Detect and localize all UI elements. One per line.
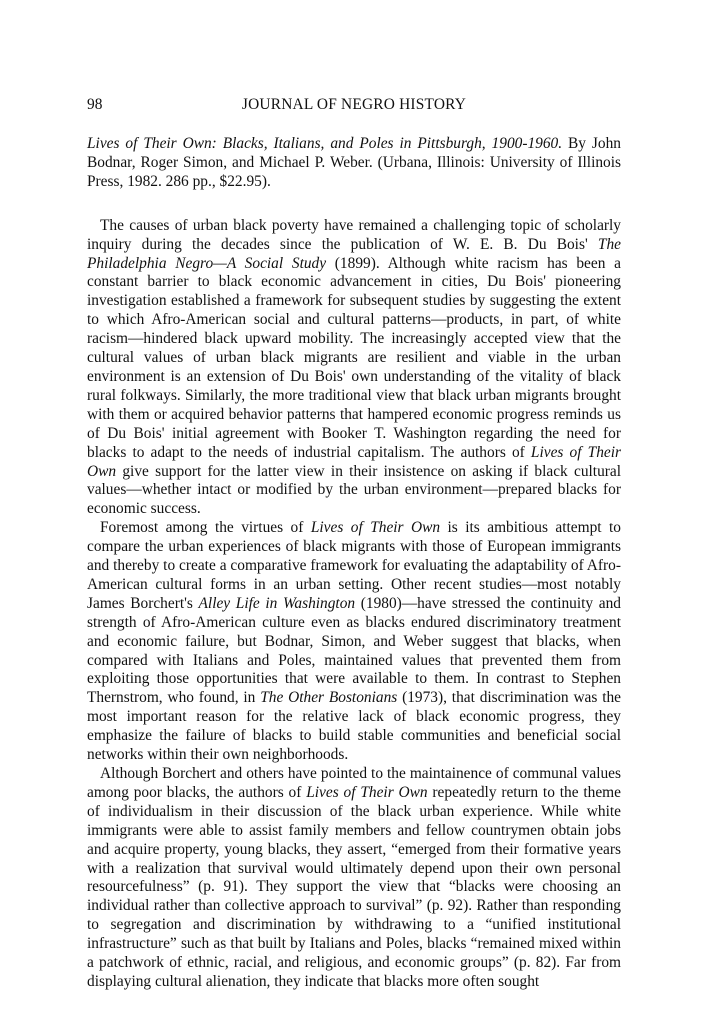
- text-run: Although Borchert and others have pointed to the maintainence of communal values among poor blacks, the authors of: [87, 765, 621, 801]
- book-details: By John Bodnar, Roger Simon, and Michael P. Weber. (Urbana, Illinois: University of Illinois Press, 1982. 286 pp., $22.95).: [87, 135, 621, 190]
- paragraph: [87, 217, 621, 520]
- running-head: [87, 96, 621, 116]
- text-run: (1973), that discrimination was the most important reason for the relative lack of black economic progress, they emphasize the failure of blacks to build stable communities and beneficial social networks within their own neighborhoods.: [87, 689, 622, 764]
- paragraph: [87, 765, 621, 992]
- italic-title: Alley Life in Washington: [198, 594, 356, 612]
- review-body: [87, 217, 621, 992]
- text-run: repeatedly return to the theme of individualism in their discussion of the black urban experience. While white immigrants were able to assist family members and fellow countrymen obtain jobs and acquire property, young blacks, they assert, “emerged from their formative years with a realization that survival would ultimately depend upon their own personal resourcefulness” (p. 91). They support the view that “blacks were choosing an individual rather than collective approach to survival” (p. 92). Rather than responding to segregation and discrimination by withdrawing to a “unified institutional infrastructure” such as that built by Italians and Poles, blacks “remained mixed within a patchwork of ethnic, racial, and religious, and economic groups” (p. 82). Far from displaying cultural alienation, they indicate that blacks more often sought: [87, 783, 621, 990]
- journal-title: JOURNAL OF NEGRO HISTORY: [241, 96, 467, 113]
- italic-title: Lives of Their Own: [306, 783, 428, 801]
- text-run: Foremost among the virtues of: [100, 519, 311, 537]
- paragraph: [87, 519, 621, 765]
- text-run: give support for the latter view in their insistence on asking if black cultural values—whether intact or modified by the urban environment—prepared blacks for economic success.: [87, 462, 621, 518]
- page-number: 98: [87, 96, 103, 113]
- book-citation: [87, 135, 621, 192]
- italic-title: The Other Bostonians: [260, 689, 398, 707]
- italic-title: Lives of Their Own: [87, 443, 621, 480]
- journal-page: [87, 96, 621, 992]
- text-run: (1899). Although white racism has been a constant barrier to black economic advancement in cities, Du Bois' pioneering investigation established a framework for subsequent studies by suggesting the extent to which Afro-American social and cultural patterns—products, in part, of white racism—hindered black upward mobility. The increasingly accepted view that the cultural values of urban black migrants are resilient and viable in the urban environment is an extension of Du Bois' own understanding of the vitality of black rural folkways. Similarly, the more traditional view that black urban migrants brought with them or acquired behavior patterns that hampered economic progress reminds us of Du Bois' initial agreement with Booker T. Washington regarding the need for blacks to adapt to the needs of industrial capitalism. The authors of: [87, 254, 621, 461]
- italic-title: The Philadelphia Negro—A Social Study: [87, 235, 621, 272]
- text-run: is its ambitious attempt to compare the urban experiences of black migrants with those of European immigrants and thereby to create a comparative framework for evaluating the adaptability of Afro-American cultural forms in an urban setting. Other recent studies—most notably James Borchert's: [87, 519, 621, 612]
- italic-title: Lives of Their Own: [310, 519, 441, 537]
- text-run: (1980)—have stressed the continuity and strength of Afro-American culture even as blacks endured discriminatory treatment and economic failure, but Bodnar, Simon, and Weber suggest that blacks, when compared with Italians and Poles, maintained values that prevented them from exploiting those opportunities that were available to them. In contrast to Stephen Thernstrom, who found, in: [87, 594, 621, 707]
- book-title: Lives of Their Own: Blacks, Italians, and Poles in Pittsburgh, 1900-1960.: [87, 135, 563, 152]
- text-run: The causes of urban black poverty have remained a challenging topic of scholarly inquiry during the decades since the publication of W. E. B. Du Bois': [87, 216, 621, 253]
